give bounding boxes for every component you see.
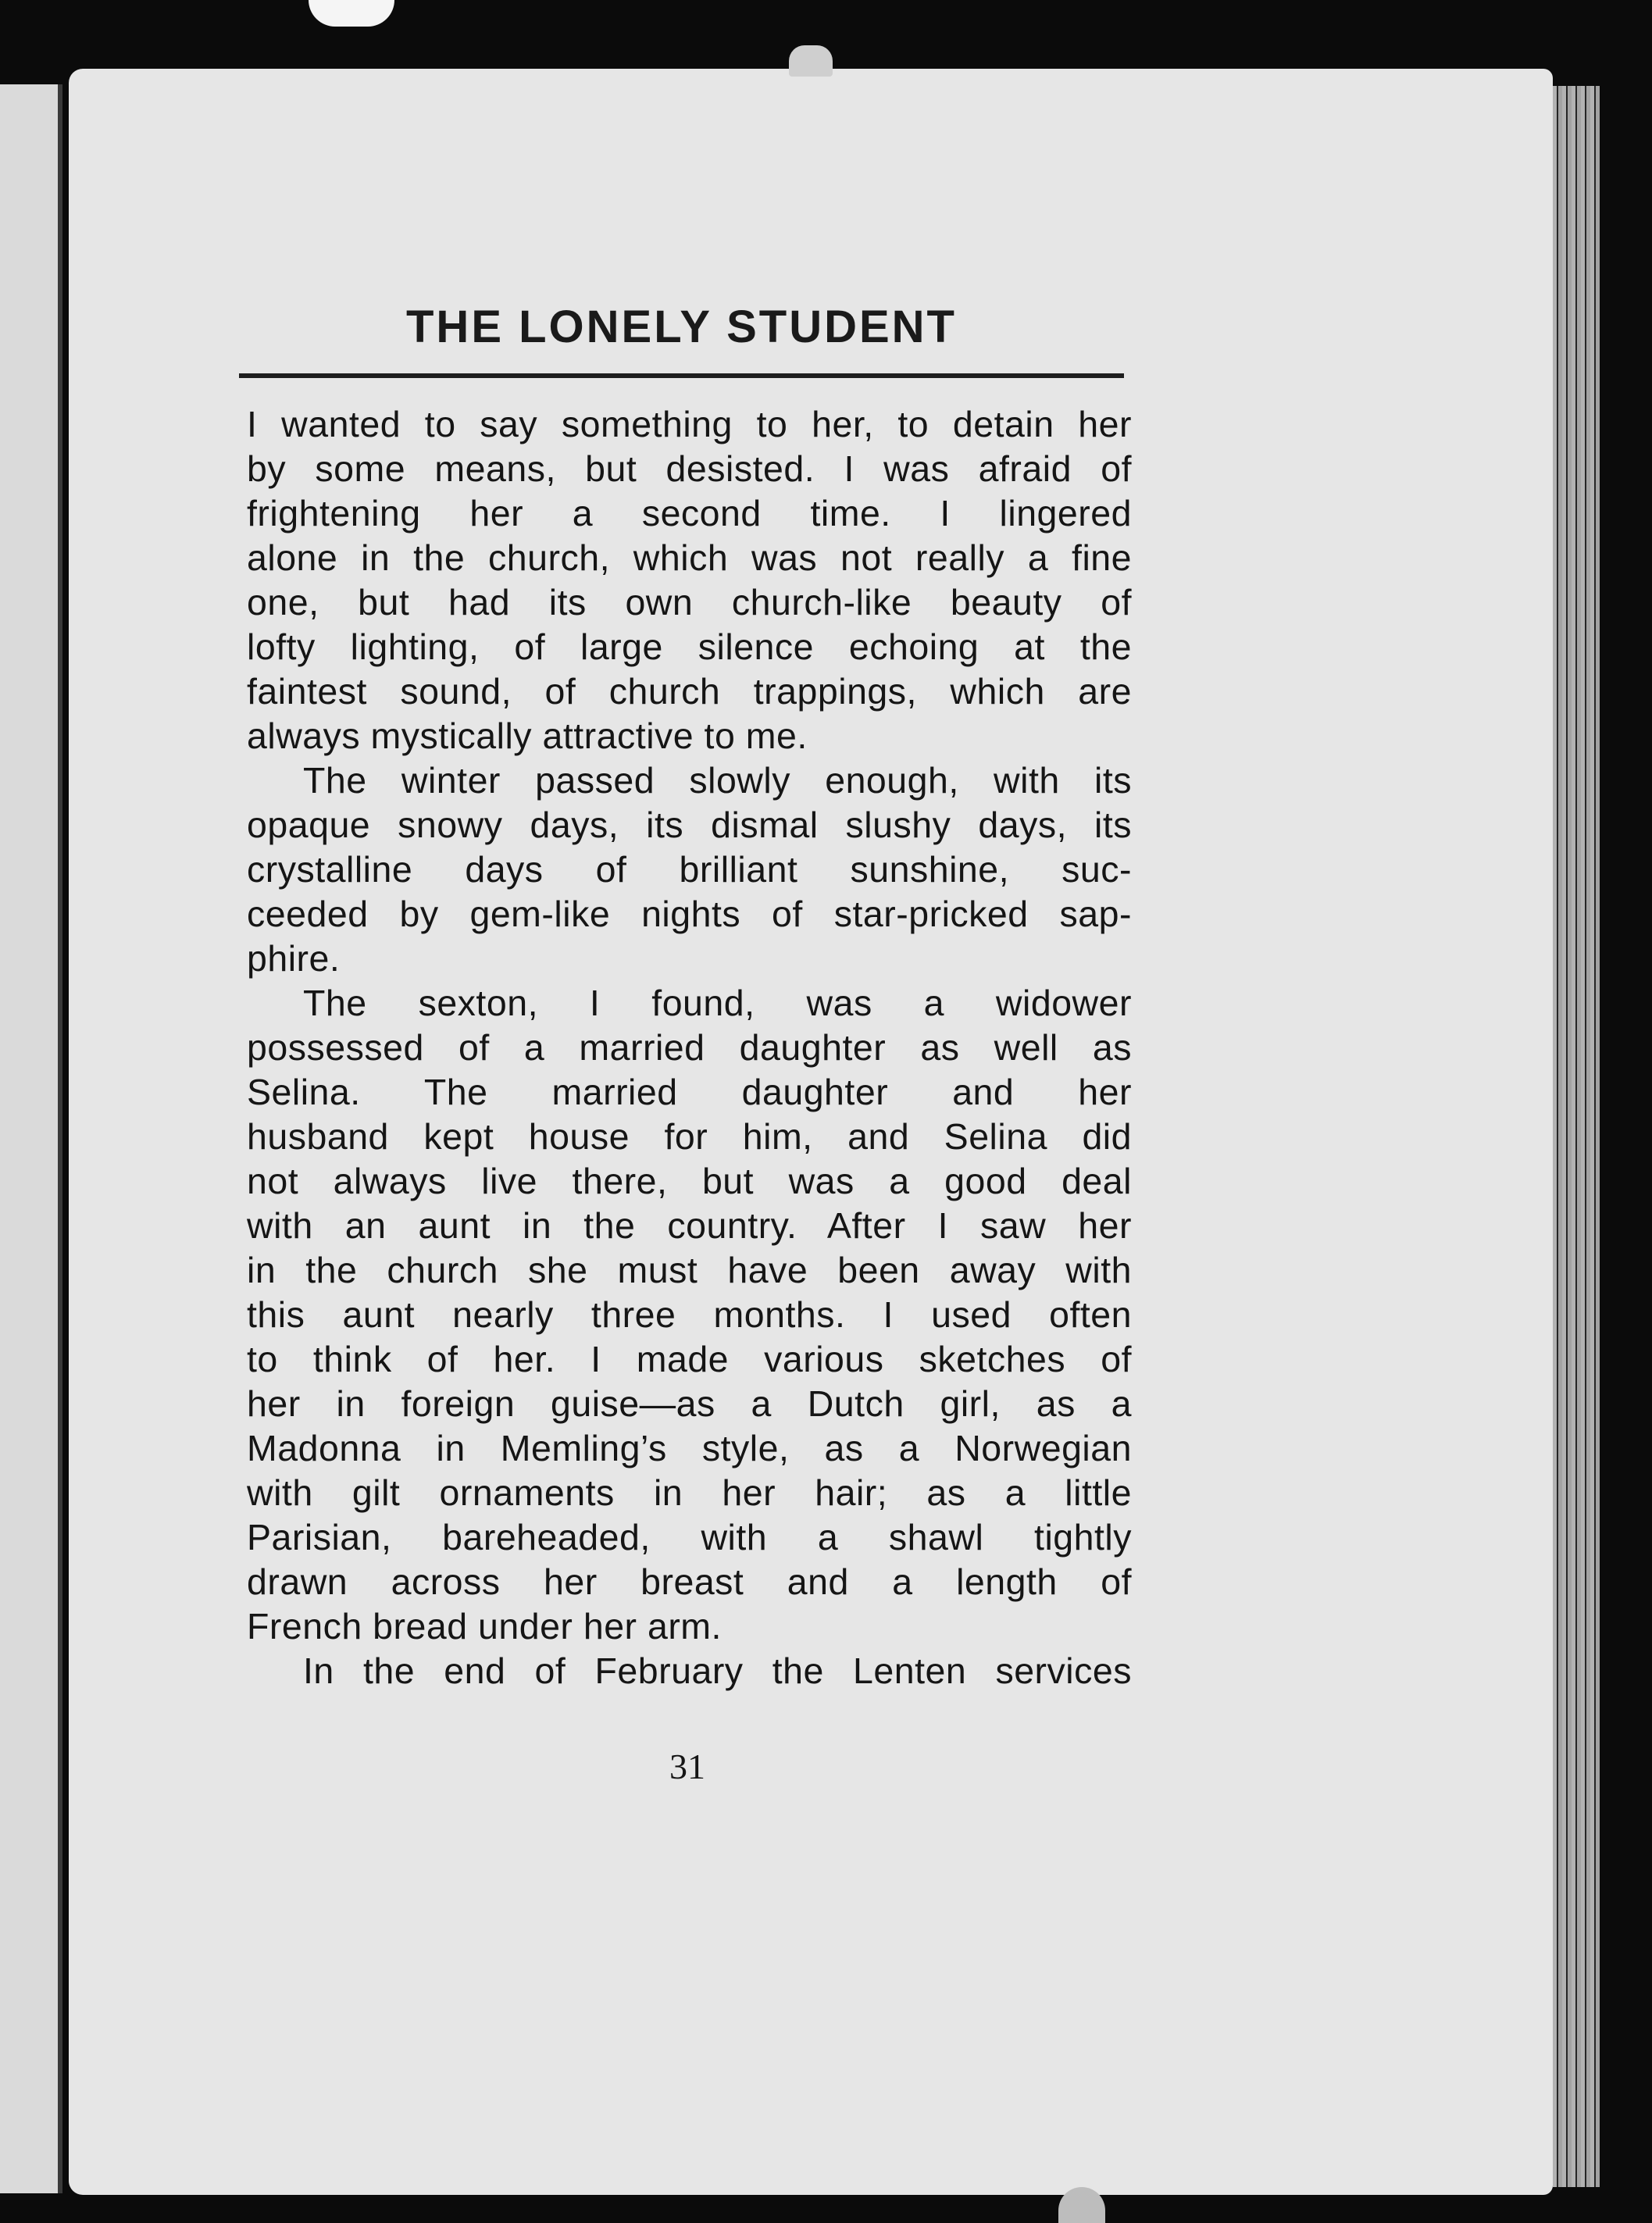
text-line: In the end of February the Lenten services — [303, 1650, 1132, 1691]
text-line: ceeded by gem-like nights of star-pricked sap- — [247, 894, 1132, 934]
text-line: frightening her a second time. I lingered — [247, 493, 1132, 533]
text-line: by some means, but desisted. I was afraid of — [247, 448, 1132, 489]
text-line: I wanted to say something to her, to detain her — [247, 404, 1132, 444]
text-line: crystalline days of brilliant sunshine, suc- — [247, 849, 1132, 890]
page-stack-edge — [1553, 86, 1600, 2187]
text-line: alone in the church, which was not really a fine — [247, 537, 1132, 578]
text-line: phire. — [247, 938, 341, 979]
text-line: with an aunt in the country. After I saw her — [247, 1205, 1132, 1246]
text-line: opaque snowy days, its dismal slushy days, its — [247, 805, 1132, 845]
book-clip-top — [789, 45, 833, 77]
running-head: THE LONELY STUDENT — [406, 302, 957, 352]
text-line: The winter passed slowly enough, with its — [303, 760, 1132, 801]
text-line: one, but had its own church-like beauty of — [247, 582, 1132, 623]
text-line: French bread under her arm. — [247, 1606, 722, 1647]
text-line: drawn across her breast and a length of — [247, 1561, 1132, 1602]
body-text — [247, 402, 1132, 1693]
camera-glare — [309, 0, 394, 27]
text-line: her in foreign guise—as a Dutch girl, as a — [247, 1383, 1132, 1424]
page-number: 31 — [669, 1747, 705, 1786]
text-line: in the church she must have been away with — [247, 1250, 1132, 1290]
text-line: The sexton, I found, was a widower — [303, 983, 1132, 1023]
text-line: always mystically attractive to me. — [247, 715, 808, 756]
text-line: to think of her. I made various sketches of — [247, 1339, 1132, 1379]
text-line: not always live there, but was a good deal — [247, 1161, 1132, 1201]
text-line: Parisian, bareheaded, with a shawl tightly — [247, 1517, 1132, 1558]
text-line: Madonna in Memling’s style, as a Norwegian — [247, 1428, 1132, 1468]
text-line: lofty lighting, of large silence echoing at the — [247, 626, 1132, 667]
text-line: husband kept house for him, and Selina did — [247, 1116, 1132, 1157]
text-line: possessed of a married daughter as well as — [247, 1027, 1132, 1068]
text-line: with gilt ornaments in her hair; as a little — [247, 1472, 1132, 1513]
text-line: Selina. The married daughter and her — [247, 1072, 1132, 1112]
header-rule — [239, 373, 1124, 378]
text-line: this aunt nearly three months. I used often — [247, 1294, 1132, 1335]
text-line: faintest sound, of church trappings, which are — [247, 671, 1132, 712]
facing-page-edge — [0, 84, 62, 2193]
